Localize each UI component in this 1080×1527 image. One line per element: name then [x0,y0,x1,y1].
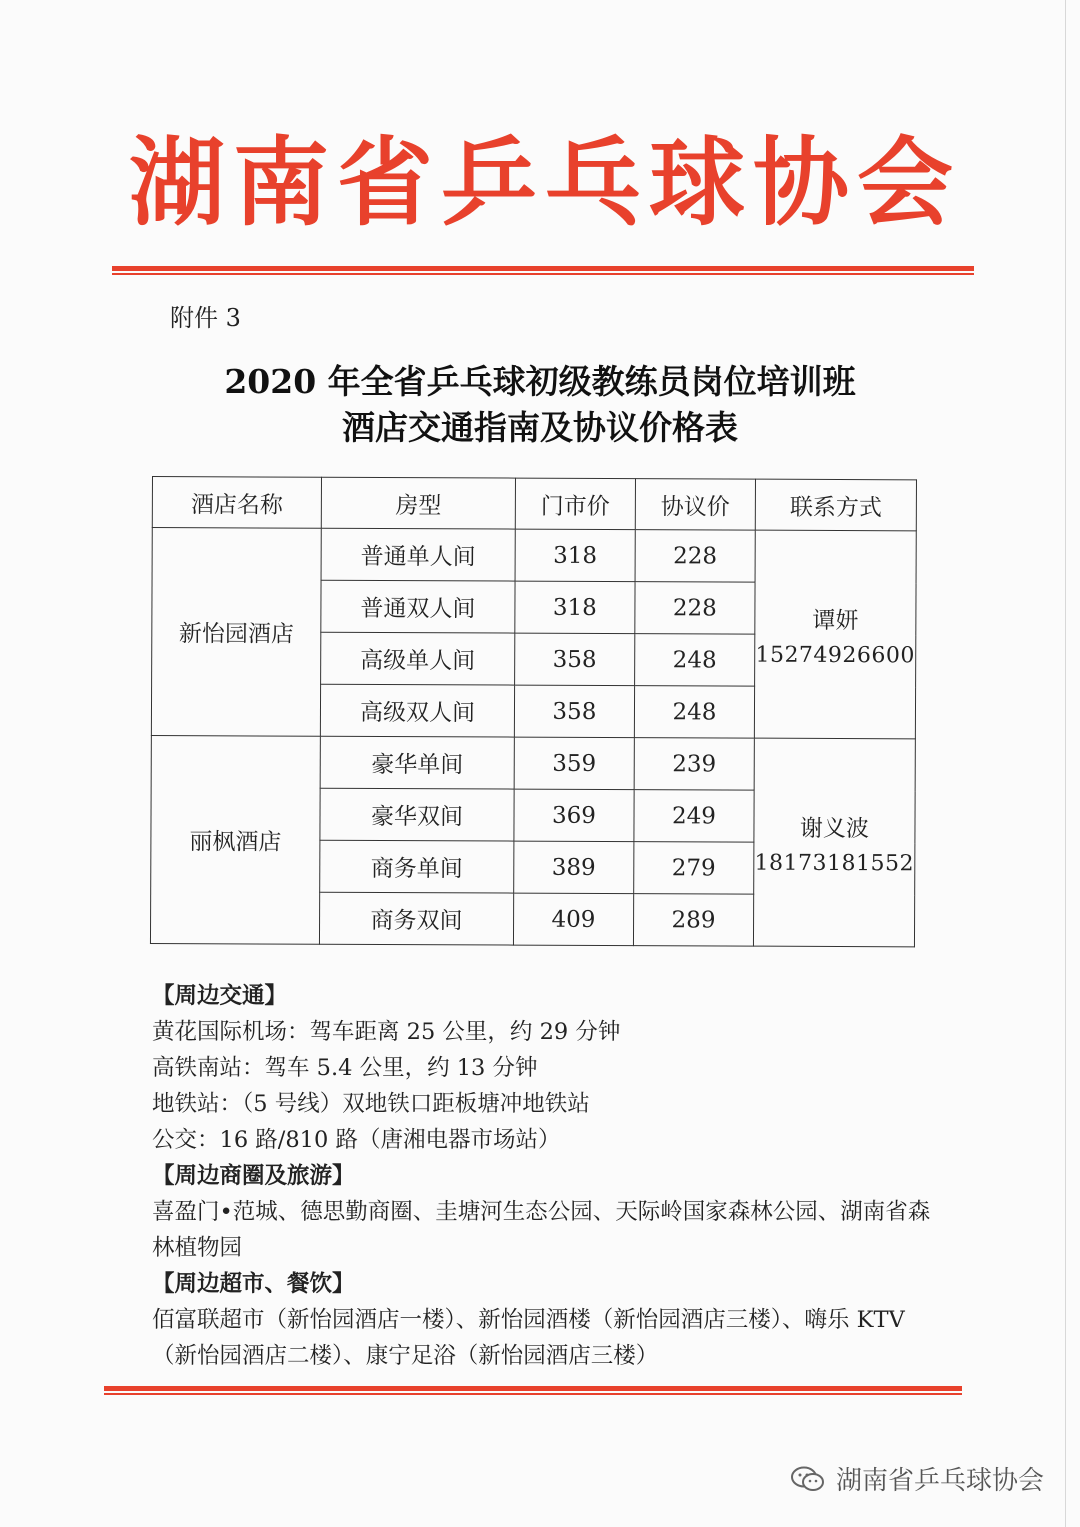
wechat-watermark [790,1460,1044,1497]
rack-price-cell: 358 [514,685,634,738]
attachment-label: 附件 3 [170,304,241,332]
scan-edge [1065,0,1066,1527]
footer-rule [104,1386,962,1391]
shopping-heading: 【周边超市、餐饮】 [152,1271,355,1297]
agreed-price-cell: 228 [635,530,755,583]
rack-price-cell: 318 [515,529,635,582]
rack-price-cell: 358 [515,633,635,686]
agreed-price-cell: 249 [634,790,754,843]
traffic-line: 高铁南站：驾车 5.4 公里，约 13 分钟 [152,1055,538,1081]
hotel-name-cell: 新怡园酒店 [151,528,321,737]
room-type-cell: 高级单人间 [321,632,515,685]
wechat-icon [790,1465,826,1493]
header-hotel-name: 酒店名称 [152,477,321,529]
contact-name: 谢义波 [799,815,870,842]
agreed-price-cell: 239 [634,738,754,791]
room-type-cell: 普通单人间 [321,528,515,581]
agreed-price-cell: 248 [635,634,755,687]
hotel-price-table [150,476,917,947]
room-type-cell: 商务双间 [320,892,514,945]
letterhead-rule-thin [112,273,974,275]
header-rack-price: 门市价 [515,478,635,530]
hotel-name-cell: 丽枫酒店 [150,735,320,944]
contact-cell [753,738,915,947]
room-type-cell: 商务单间 [320,840,514,893]
agreed-price-cell: 289 [633,894,753,947]
agreed-price-cell: 279 [634,842,754,895]
rack-price-cell: 409 [513,893,633,946]
agreed-price-cell: 228 [635,582,755,635]
rack-price-cell: 369 [514,789,634,842]
document-title-line1: 2020 年全省乒乓球初级教练员岗位培训班 [224,362,856,401]
contact-name: 谭妍 [812,607,859,634]
room-type-cell: 普通双人间 [321,580,515,633]
header-contact: 联系方式 [755,479,916,531]
contact-phone: 18173181552 [754,850,915,876]
room-type-cell: 高级双人间 [320,684,514,737]
contact-phone: 15274926600 [755,642,915,668]
traffic-heading: 【周边交通】 [152,983,288,1009]
header-room-type: 房型 [321,477,515,529]
business-heading: 【周边商圈及旅游】 [152,1163,355,1189]
watermark-text: 湖南省乒乓球协会 [835,1466,1044,1496]
traffic-line: 黄花国际机场：驾车距离 25 公里，约 29 分钟 [152,1019,621,1045]
table-header-row [152,477,916,531]
rack-price-cell: 359 [514,737,634,790]
rack-price-cell: 318 [515,581,635,634]
surroundings-info [152,978,932,1374]
traffic-line: 公交：16 路/810 路（唐湘电器市场站） [152,1127,561,1153]
room-type-cell: 豪华双间 [320,788,514,841]
table-row [151,735,915,790]
rack-price-cell: 389 [514,841,634,894]
business-text: 喜盈门•范城、德思勤商圈、圭塘河生态公园、天际岭国家森林公园、湖南省森林植物园 [152,1199,931,1261]
traffic-line: 地铁站：（5 号线）双地铁口距板塘冲地铁站 [152,1091,590,1117]
shopping-text: 佰富联超市（新怡园酒店一楼）、新怡园酒楼（新怡园酒店三楼）、嗨乐 KTV（新怡园酒店二楼）、康宁足浴（新怡园酒店三楼） [152,1307,905,1369]
room-type-cell: 豪华单间 [320,736,514,789]
contact-cell [754,530,916,739]
document-title-line2: 酒店交通指南及协议价格表 [342,408,738,447]
agreed-price-cell: 248 [634,686,754,739]
table-row [152,528,916,583]
header-agreed-price: 协议价 [635,479,755,531]
footer-rule-thin [104,1393,962,1395]
letterhead-rule [112,266,974,271]
org-letterhead-title: 湖南省乒乓球协会 [129,126,961,239]
